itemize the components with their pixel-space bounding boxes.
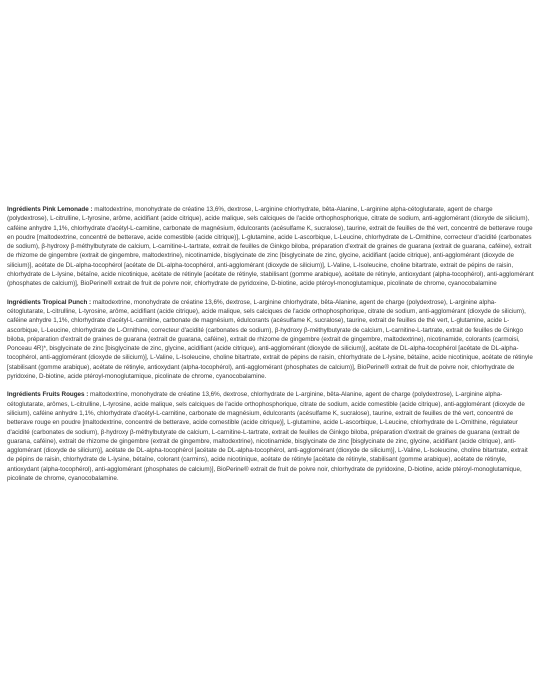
ingredients-fruits-rouges xyxy=(7,390,534,483)
ingredients-list xyxy=(7,205,534,492)
ingredients-tropical-punch xyxy=(7,298,534,382)
ingredients-pink-lemonade xyxy=(7,205,534,289)
section-heading: Ingrédients Fruits Rouges : xyxy=(7,391,89,399)
section-text: maltodextrine, monohydrate de créatine 13,6%, dextrose, L-arginine chlorhydrate, bêta-Alanine, agent de charge (polydextrose), L-arginine alpha-cétoglutarate, L-citrulline, L-tyrosine, arôme, acidifiant (acide citrique), acide malique, sels calciques de l'acide orthophosphorique, citrate de sodium, anti-agglomérant (dioxyde de silicium), caféine anhydre 1,1%, chlorhydrate d'acétyl-L-carnitine, carbonate de magnésium, édulcorants (acésulfame K, sucralose), taurine, extrait de feuilles de thé vert, L-glutamine, acide L-ascorbique, L-Leucine, chlorhydrate de L-Ornithine, correcteur d'acidité (carbonates de sodium), β-hydroxy β-méthylbutyrate de calcium, L-carnitine-L-tartrate, extrait de feuilles de Ginkgo biloba, préparation d'extrait de graines de guarana (extrait de guarana, caféine), extrait de rhizome de gingembre (extrait de gingembre, maltodextrine), nicotinamide, colorants (carmoisi, Ponceau 4R)*, bisglycinate de zinc [bisglycinate de zinc, glycine, acidifiant (acide citrique), anti-agglomérant (dioxyde de silicium)], acétate de DL-alpha-tocophérol [acétate de DL-alpha-tocophérol, anti-agglomérant (dioxyde de silicium)], L-Valine, L-Isoleucine, choline bitartrate, extrait de pépins de raisin, chlorhydrate de L-lysine, bétaïne, acide nicotinique, acétate de rétinyle [stabilisant (gomme arabique), acétate de rétinyle, antioxydant (alpha-tocophérol), anti-agglomérant (phosphates de calcium)], BioPerine® extrait de fruit de poivre noir, chlorhydrate de pyridoxine, D-biotine, acide ptéroyl-monoglutamique, picolinate de chrome, cyanocobalamine. xyxy=(7,298,533,381)
section-text: maltodextrine, monohydrate de créatine 13,6%, dextrose, chlorhydrate de L-arginine, bêta-Alanine, agent de charge (polydextrose), L-arginine alpha-cétoglutarate, arômes, L-citrulline, L-tyrosine, acide malique, sels calciques de l'acide orthophosphorique, citrate de sodium, acide comestible (acide citrique), anti-agglomérant (dioxyde de silicium), caféine anhydre 1,1%, chlorhydrate d'acétyl-L-carnitine, carbonate de magnésium, édulcorants (acésulfame K, sucralose), taurine, extrait de feuilles de thé vert, concentré de betterave rouge en poudre [maltodextrine, concentré de betterave, acide comestible (acide citrique)], L-glutamine, acide L-ascorbique, L-Leucine, chlorhydrate de L-Ornithine, régulateur d'acidité (carbonates de sodium), β-hydroxy β-méthylbutyrate de calcium, L-carnitine-L-tartrate, extrait de feuilles de Ginkgo biloba, préparation d'extrait de graines de guarana (extrait de guarana, caféine), extrait de rhizome de gingembre (extrait de gingembre, maltodextrine), nicotinamide, bisglycinate de zinc [bisglycinate de zinc, glycine, acidifiant (acide citrique), anti-agglomérant (dioxyde de silicium)], acétate de DL-alpha-tocophérol [acétate de DL-alpha-tocophérol, anti-agglomérant (dioxyde de silicium)], L-Valine, L-Isoleucine, choline bitartrate, extrait de pépins de raisin, chlorhydrate de L-lysine, bétaïne, colorant (carmins), acide nicotinique, acétate de rétinyle [acétate de rétinyle, stabilisant (gomme arabique), acétate de rétinyle, antioxydant (alpha-tocophérol), anti-agglomérant (phosphates de calcium)], BioPerine® extrait de fruit de poivre noir, chlorhydrate de pyridoxine, D-biotine, acide ptéroyl-monoglutamique, picolinate de chrome, cyanocobalamine. xyxy=(7,391,528,483)
section-heading: Ingrédients Pink Lemonade : xyxy=(7,206,93,213)
section-heading: Ingrédients Tropical Punch : xyxy=(7,298,92,306)
section-text: maltodextrine, monohydrate de créatine 13,6%, dextrose, L-arginine chlorhydrate, bêta-Alanine, L-arginine alpha-cétoglutarate, agent de charge (polydextrose), L-citrulline, L-tyrosine, arôme, acidifiant (acide citrique), acide malique, sels calciques de l'acide orthophosphorique, citrate de sodium, anti-agglomérant (dioxyde de silicium), caféine anhydre 1,1%, chlorhydrate d'acétyl-L-carnitine, carbonate de magnésium, édulcorants (acésulfame K, sucralose), taurine, extrait de feuilles de thé vert, concentré de betterave rouge en poudre [maltodextrine, concentré de betterave, acide comestible (acide citrique)], L-glutamine, acide L-ascorbique, L-Leucine, chlorhydrate de L-Ornithine, correcteur d'acidité (carbonates de sodium), β-hydroxy β-méthylbutyrate de calcium, L-carnitine-L-tartrate, extrait de feuilles de Ginkgo biloba, préparation d'extrait de graines de guarana (extrait de guarana, caféine), extrait de rhizome de gingembre (extrait de gingembre, maltodextrine), nicotinamide, bisglycinate de zinc [bisglycinate de zinc, glycine, acidifiant (acide citrique), anti-agglomérant (dioxyde de silicium)], acétate de DL-alpha-tocophérol [acétate de DL-alpha-tocophérol, anti-agglomérant (dioxyde de silicium)], L-Valine, L-Isoleucine, choline bitartrate, extrait de pépins de raisin, chlorhydrate de L-lysine, bétaïne, acide nicotinique, acétate de rétinyle [acétate de rétinyle, stabilisant (gomme arabique), acétate de rétinyle, antioxydant (alpha-tocophérol), anti-agglomérant (phosphates de calcium)], BioPerine® extrait de fruit de poivre noir, chlorhydrate de pyridoxine, D-biotine, acide ptéroyl-monoglutamique, picolinate de chrome, cyanocobalamine xyxy=(7,206,534,288)
